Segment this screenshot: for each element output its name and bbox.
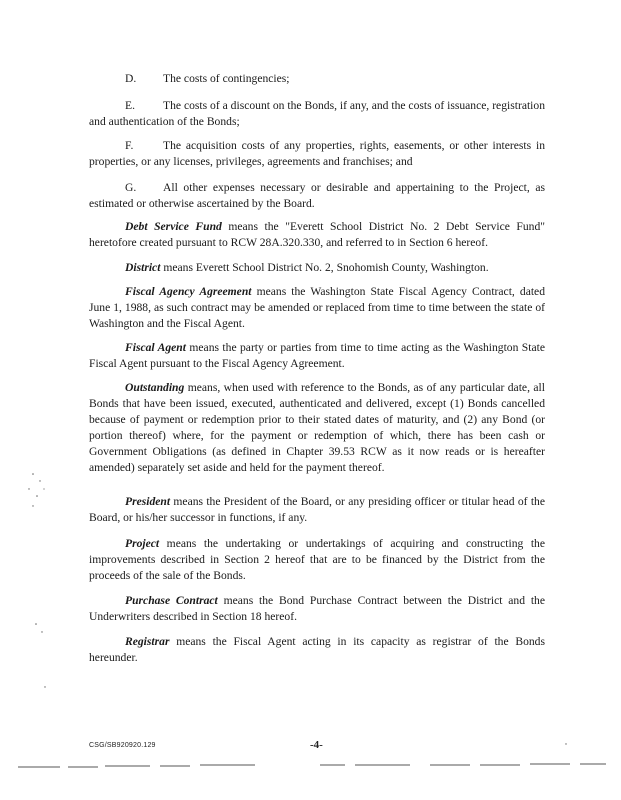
definition-text: means the Washington State Fiscal Agency Contract, dated June 1, 1988, as such contract may be amended or replaced from time to time between the state of Washington and the Fiscal Agent.	[89, 285, 546, 330]
defined-term: President	[125, 495, 171, 508]
defined-term: Project	[125, 537, 160, 550]
list-marker: D.	[125, 72, 137, 85]
defined-term: Fiscal Agency Agreement	[125, 285, 252, 298]
definition-text: means the undertaking or undertakings of acquiring and constructing the improvements described in Section 2 hereof that are to be financed by the District from the proceeds of the sale of the Bonds.	[89, 537, 545, 582]
definition-text: means the President of the Board, or any presiding officer or titular head of the Board, or his/her successor in functions, if any.	[89, 495, 545, 524]
definition-text: means, when used with reference to the Bonds, as of any particular date, all Bonds that have been issued, executed, authenticated and delivered, except (1) Bonds cancelled because of payment or redemption prior to their stated dates of maturity, and (2) any Bond (or portion thereof) where, for the payment or redemption of which, there has been cash or Government Obligations (as defined in Chapter 39.53 RCW as it now reads or is hereafter amended) separately set aside and held for the payment thereof.	[89, 381, 545, 474]
definition-text: means the Fiscal Agent acting in its capacity as registrar of the Bonds hereunder.	[89, 635, 545, 664]
defined-term: Purchase Contract	[125, 594, 218, 607]
list-item-text: The costs of contingencies;	[163, 72, 290, 85]
definition-text: means the "Everett School District No. 2 Debt Service Fund" heretofore created pursuant to RCW 28A.320.330, and referred to in Section 6 hereof.	[89, 220, 545, 249]
list-marker: E.	[125, 99, 135, 112]
defined-term: Outstanding	[125, 381, 185, 394]
list-marker: G.	[125, 181, 137, 194]
definition-text: means the party or parties from time to time acting as the Washington State Fiscal Agent pursuant to the Fiscal Agency Agreement.	[89, 341, 545, 370]
definition-text: means the Bond Purchase Contract between the District and the Underwriters described in Section 18 hereof.	[89, 594, 545, 623]
list-item-text: All other expenses necessary or desirable and appertaining to the Project, as estimated or otherwise ascertained by the Board.	[89, 181, 545, 210]
definition-text: means Everett School District No. 2, Snohomish County, Washington.	[160, 261, 489, 274]
list-item-text: The costs of a discount on the Bonds, if any, and the costs of issuance, registration and authentication of the Bonds;	[89, 99, 545, 128]
defined-term: Debt Service Fund	[125, 220, 222, 233]
document-id: CSG/SB920920.129	[89, 742, 156, 749]
defined-term: Registrar	[125, 635, 170, 648]
list-marker: F.	[125, 139, 134, 152]
page-number: -4-	[310, 739, 323, 751]
defined-term: Fiscal Agent	[125, 341, 186, 354]
list-item-text: The acquisition costs of any properties, rights, easements, or other interests in properties, or any licenses, privileges, agreements and franchises; and	[89, 139, 545, 168]
defined-term: District	[125, 261, 161, 274]
